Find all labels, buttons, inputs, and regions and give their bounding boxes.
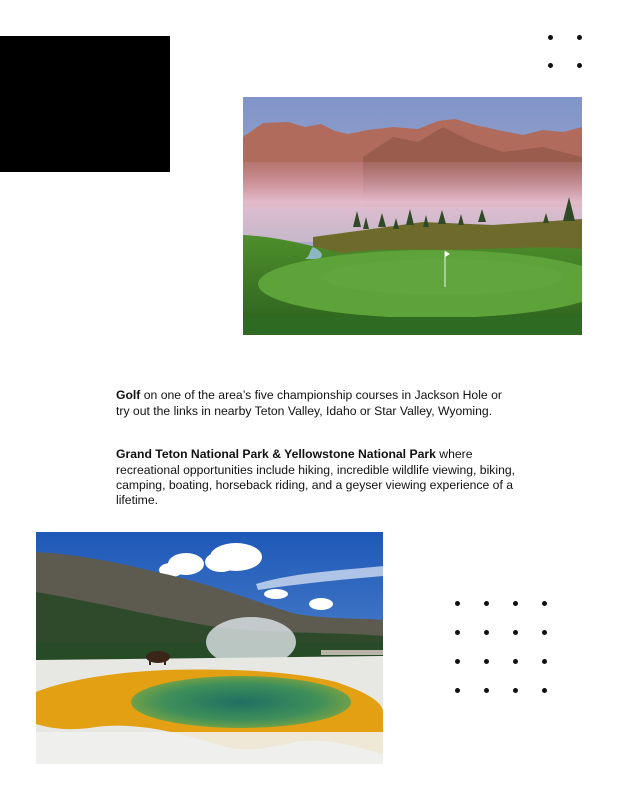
dot (513, 630, 518, 635)
dot (455, 659, 460, 664)
golf-paragraph (116, 388, 516, 419)
golf-description: on one of the area’s five championship courses in Jackson Hole or try out the links in nearby Teton Valley, Idaho or Star Valley, Wyoming. (116, 388, 502, 418)
dot (542, 688, 547, 693)
dot (542, 659, 547, 664)
parks-description: where recreational opportunities include hiking, incredible wildlife viewing, biking, camping, boating, horseback riding, and a geyser viewing experience of a lifetime. (116, 447, 516, 508)
golf-heading: Golf (116, 388, 141, 403)
dot (484, 688, 489, 693)
parks-heading: Grand Teton National Park & Yellowstone National Park (116, 447, 436, 462)
golf-course-photo (243, 97, 582, 335)
dot (455, 601, 460, 606)
geyser-illustration (36, 532, 383, 764)
geyser-photo (36, 532, 383, 764)
dot (542, 630, 547, 635)
dot (548, 63, 553, 68)
dot (455, 630, 460, 635)
dot (577, 35, 582, 40)
golf-course-illustration (243, 97, 582, 335)
parks-paragraph (116, 447, 516, 509)
dot (484, 601, 489, 606)
dot (548, 35, 553, 40)
dot (577, 63, 582, 68)
dot (513, 659, 518, 664)
dot (484, 630, 489, 635)
decorative-black-block (0, 36, 170, 172)
decorative-dot-grid-top (548, 35, 582, 68)
dot (455, 688, 460, 693)
dot (484, 659, 489, 664)
decorative-dot-grid-bottom (455, 601, 547, 693)
dot (513, 688, 518, 693)
dot (513, 601, 518, 606)
dot (542, 601, 547, 606)
